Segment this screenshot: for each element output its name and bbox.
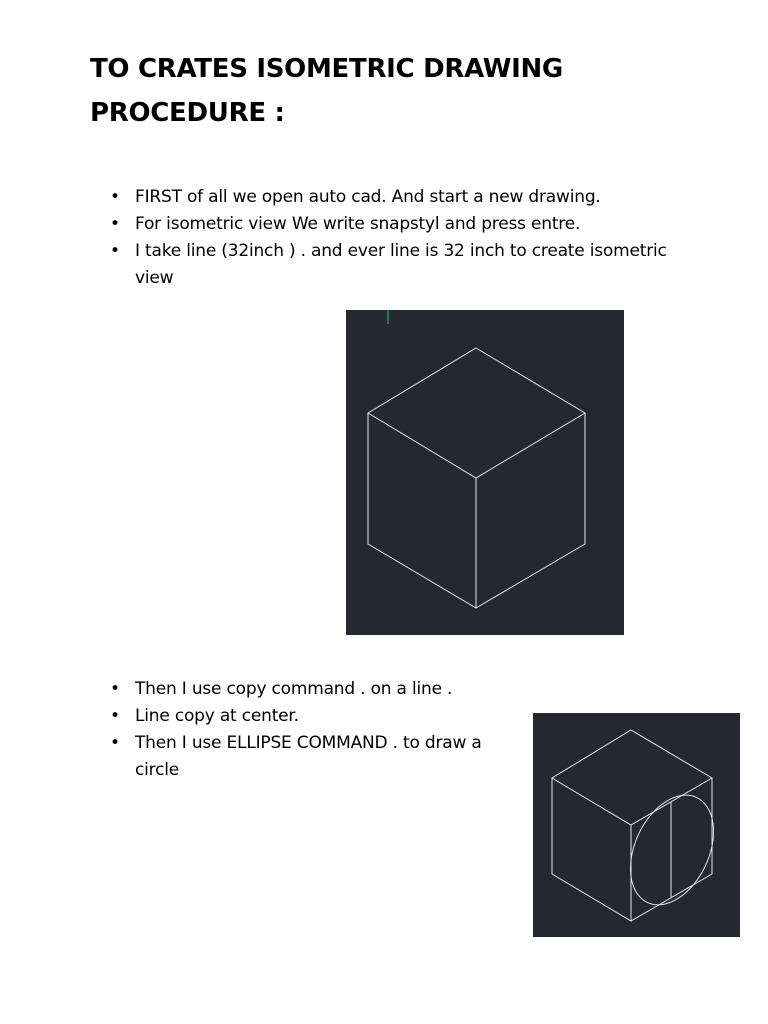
- cube-right-face: [476, 413, 585, 608]
- isometric-cube-with-ellipse-screenshot: [533, 713, 740, 937]
- list-item: • Then I use ELLIPSE COMMAND . to draw a circle: [90, 730, 510, 784]
- isometric-cube-screenshot: [346, 310, 624, 635]
- list-item: • Line copy at center.: [90, 703, 510, 730]
- isometric-cube-ellipse-drawing: [533, 713, 740, 937]
- document-title: TO CRATES ISOMETRIC DRAWING: [90, 54, 563, 84]
- list-item: • Then I use copy command . on a line .: [90, 676, 510, 703]
- list-item: • I take line (32inch ) . and ever line is 32 inch to create isometric view: [90, 238, 690, 292]
- list-item: • FIRST of all we open auto cad. And start a new drawing.: [90, 184, 690, 211]
- cube-top-face: [552, 730, 712, 825]
- procedure-steps-list-2: [90, 676, 510, 784]
- list-item: • For isometric view We write snapstyl and press entre.: [90, 211, 690, 238]
- cube-top-face: [368, 348, 585, 478]
- cube-left-face: [368, 413, 476, 608]
- procedure-heading: PROCEDURE :: [90, 98, 285, 128]
- procedure-steps-list-1: [90, 184, 690, 292]
- isometric-cube-drawing: [346, 310, 624, 635]
- cube-left-face: [552, 778, 631, 921]
